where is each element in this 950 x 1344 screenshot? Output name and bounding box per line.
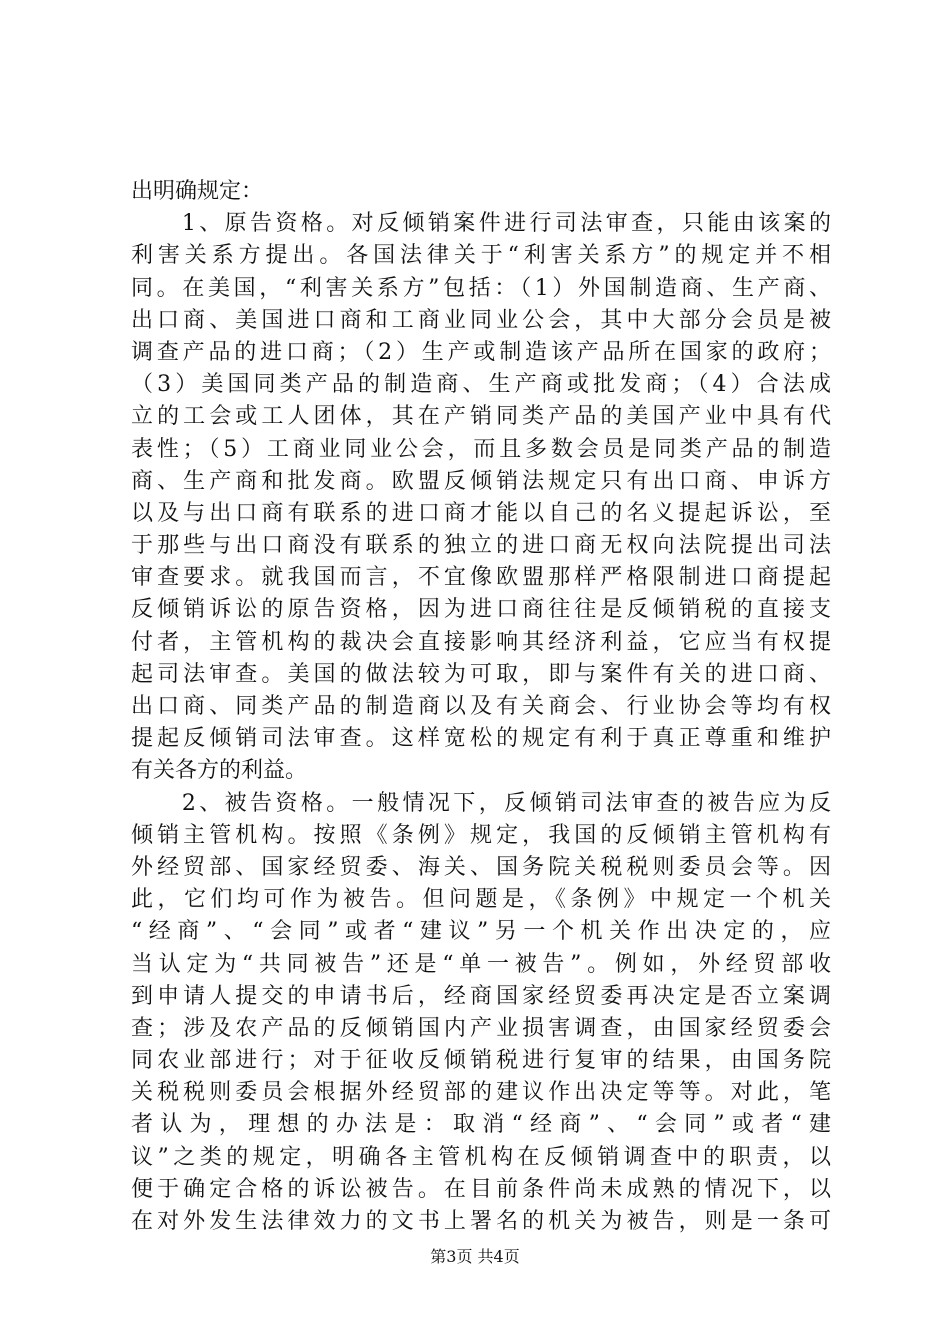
text-line: 此，它们均可作为被告。但问题是，《条例》中规定一个机关: [131, 887, 831, 913]
text-line: 当认定为“共同被告”还是“单一被告”。例如，外经贸部收: [131, 951, 831, 977]
text-line: 倾销主管机构。按照《条例》规定，我国的反倾销主管机构有: [131, 822, 831, 848]
text-line: 付者，主管机构的裁决会直接影响其经济利益，它应当有权提: [131, 629, 831, 655]
text-line: 出口商、同类产品的制造商以及有关商会、行业协会等均有权: [131, 694, 831, 719]
text-line: 出明确规定：: [131, 179, 264, 204]
text-line: 出口商、美国进口商和工商业同业公会，其中大部分会员是被: [131, 307, 831, 333]
page-number-label: 第3页 共4页: [430, 1247, 520, 1266]
text-line: 审查要求。就我国而言，不宜像欧盟那样严格限制进口商提起: [131, 565, 831, 591]
text-line: 同。在美国，“利害关系方”包括：（1）外国制造商、生产商、: [131, 275, 831, 301]
text-line: 调查产品的进口商；（2）生产或制造该产品所在国家的政府；: [131, 339, 831, 365]
text-line: 便于确定合格的诉讼被告。在目前条件尚未成熟的情况下，以: [131, 1176, 831, 1202]
text-line: “经商”、“会同”或者“建议”另一个机关作出决定的，应: [131, 919, 831, 945]
text-line: 提起反倾销司法审查。这样宽松的规定有利于真正尊重和维护: [131, 726, 831, 752]
text-line: 2、被告资格。一般情况下，反倾销司法审查的被告应为反: [131, 790, 831, 816]
text-line: 立的工会或工人团体，其在产销同类产品的美国产业中具有代: [131, 404, 831, 430]
text-line: 于那些与出口商没有联系的独立的进口商无权向法院提出司法: [131, 533, 831, 559]
text-line: 同农业部进行；对于征收反倾销税进行复审的结果，由国务院: [131, 1048, 831, 1074]
text-line: 1、原告资格。对反倾销案件进行司法审查，只能由该案的: [131, 211, 831, 237]
text-line: 议”之类的规定，明确各主管机构在反倾销调查中的职责，以: [131, 1144, 831, 1170]
text-line: 有关各方的利益。: [131, 758, 308, 784]
text-line: 关税税则委员会根据外经贸部的建议作出决定等等。对此，笔: [131, 1080, 831, 1106]
text-line: 在对外发生法律效力的文书上署名的机关为被告，则是一条可: [131, 1209, 831, 1234]
text-line: 利害关系方提出。各国法律关于“利害关系方”的规定并不相: [131, 243, 831, 269]
text-line: 反倾销诉讼的原告资格，因为进口商往往是反倾销税的直接支: [131, 597, 831, 623]
text-line: 起司法审查。美国的做法较为可取，即与案件有关的进口商、: [131, 661, 831, 687]
text-line: 者认为，理想的办法是：取消“经商”、“会同”或者“建: [131, 1112, 831, 1138]
text-line: 以及与出口商有联系的进口商才能以自己的名义提起诉讼，至: [131, 500, 831, 526]
text-line: 到申请人提交的申请书后，经商国家经贸委再决定是否立案调: [131, 983, 831, 1009]
text-line: 外经贸部、国家经贸委、海关、国务院关税税则委员会等。因: [131, 854, 831, 880]
text-line: 查；涉及农产品的反倾销国内产业损害调查，由国家经贸委会: [131, 1015, 831, 1041]
text-line: （3）美国同类产品的制造商、生产商或批发商；（4）合法成: [131, 372, 831, 398]
text-line: 商、生产商和批发商。欧盟反倾销法规定只有出口商、申诉方: [131, 468, 831, 494]
text-line: 表性；（5）工商业同业公会，而且多数会员是同类产品的制造: [131, 436, 831, 462]
body-text: [131, 176, 831, 1238]
page-footer: [0, 1246, 950, 1268]
